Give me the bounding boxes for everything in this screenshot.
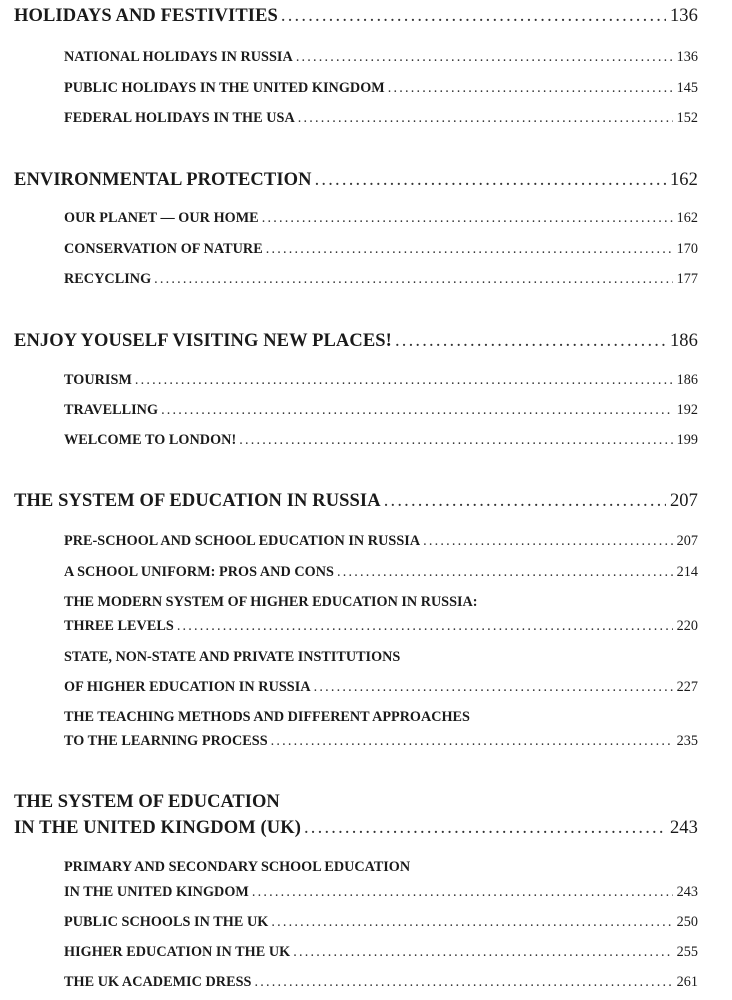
dot-leader bbox=[388, 80, 673, 97]
toc-section-entry[interactable] bbox=[14, 331, 698, 352]
toc-section-title: THE SYSTEM OF EDUCATION IN RUSSIA bbox=[14, 491, 381, 511]
toc-item-entry[interactable] bbox=[64, 432, 698, 449]
toc-item-entry[interactable] bbox=[64, 974, 698, 991]
dot-leader bbox=[384, 491, 666, 512]
toc-item-entry[interactable] bbox=[64, 618, 698, 635]
dot-leader bbox=[177, 618, 673, 635]
toc-page-number: 243 bbox=[669, 818, 698, 838]
toc-item-title: FEDERAL HOLIDAYS IN THE USA bbox=[64, 110, 295, 126]
toc-page-number: 243 bbox=[676, 884, 698, 900]
toc-item-title: IN THE UNITED KINGDOM bbox=[64, 884, 249, 900]
dot-leader bbox=[154, 271, 672, 288]
toc-section-title: ENVIRONMENTAL PROTECTION bbox=[14, 170, 312, 190]
toc-item-entry[interactable] bbox=[64, 402, 698, 419]
dot-leader bbox=[293, 944, 672, 961]
dot-leader bbox=[315, 170, 666, 191]
dot-leader bbox=[266, 241, 673, 258]
toc-item-title: OUR PLANET — OUR HOME bbox=[64, 210, 259, 226]
toc-item-entry[interactable] bbox=[64, 733, 698, 750]
toc-item-title: OF HIGHER EDUCATION IN RUSSIA bbox=[64, 679, 311, 695]
toc-item-title-line1: THE MODERN SYSTEM OF HIGHER EDUCATION IN RUSSIA: bbox=[64, 594, 478, 610]
toc-page-number: 207 bbox=[676, 533, 698, 549]
toc-page-number: 145 bbox=[676, 80, 698, 96]
toc-item-title: PRE-SCHOOL AND SCHOOL EDUCATION IN RUSSIA bbox=[64, 533, 421, 549]
toc-page-number: 152 bbox=[676, 110, 698, 126]
toc-page-number: 227 bbox=[676, 679, 698, 695]
dot-leader bbox=[161, 402, 673, 419]
toc-page-number: 186 bbox=[676, 372, 698, 388]
toc-section-entry[interactable] bbox=[14, 818, 698, 839]
toc-item-title-line1: PRIMARY AND SECONDARY SCHOOL EDUCATION bbox=[64, 859, 411, 875]
toc-item-entry[interactable] bbox=[64, 241, 698, 258]
toc-item-entry[interactable] bbox=[64, 49, 698, 66]
toc-item-entry[interactable] bbox=[64, 80, 698, 97]
toc-section-title: IN THE UNITED KINGDOM (UK) bbox=[14, 818, 301, 838]
toc-item-entry[interactable] bbox=[64, 271, 698, 288]
dot-leader bbox=[298, 110, 673, 127]
toc-item-entry[interactable] bbox=[64, 110, 698, 127]
toc-section-entry[interactable] bbox=[14, 170, 698, 191]
dot-leader bbox=[255, 974, 673, 991]
toc-page-number: 177 bbox=[676, 271, 698, 287]
dot-leader bbox=[314, 679, 673, 696]
toc-section-title: HOLIDAYS AND FESTIVITIES bbox=[14, 6, 278, 26]
dot-leader bbox=[135, 372, 673, 389]
dot-leader bbox=[262, 210, 673, 227]
toc-item-title-line1: THE TEACHING METHODS AND DIFFERENT APPROACHES bbox=[64, 709, 470, 725]
toc-page-number: 199 bbox=[676, 432, 698, 448]
toc-item-title: TOURISM bbox=[64, 372, 132, 388]
toc-page-number: 220 bbox=[676, 618, 698, 634]
toc-page-number: 207 bbox=[669, 491, 698, 511]
toc-item-entry[interactable] bbox=[64, 210, 698, 227]
dot-leader bbox=[423, 533, 672, 550]
toc-page-number: 250 bbox=[676, 914, 698, 930]
toc-item-entry[interactable] bbox=[64, 372, 698, 389]
toc-item-title: RECYCLING bbox=[64, 271, 152, 287]
toc-item-title: HIGHER EDUCATION IN THE UK bbox=[64, 944, 291, 960]
toc-item-title: PUBLIC HOLIDAYS IN THE UNITED KINGDOM bbox=[64, 80, 385, 96]
toc-page-number: 162 bbox=[676, 210, 698, 226]
toc-item-title: A SCHOOL UNIFORM: PROS AND CONS bbox=[64, 564, 334, 580]
toc-item-title: TRAVELLING bbox=[64, 402, 159, 418]
dot-leader bbox=[281, 6, 666, 27]
toc-page-number: 170 bbox=[676, 241, 698, 257]
toc-page-number: 255 bbox=[676, 944, 698, 960]
toc-section-title: ENJOY YOUSELF VISITING NEW PLACES! bbox=[14, 331, 392, 351]
toc-item-title: THREE LEVELS bbox=[64, 618, 174, 634]
toc-section-title-line1: THE SYSTEM OF EDUCATION bbox=[14, 792, 280, 812]
toc-page-number: 214 bbox=[676, 564, 698, 580]
toc-item-entry[interactable] bbox=[64, 914, 698, 931]
dot-leader bbox=[395, 331, 666, 352]
toc-page-number: 192 bbox=[676, 402, 698, 418]
dot-leader bbox=[271, 733, 673, 750]
toc-page-number: 162 bbox=[669, 170, 698, 190]
toc-item-entry[interactable] bbox=[64, 679, 698, 696]
toc-page-number: 261 bbox=[676, 974, 698, 990]
dot-leader bbox=[252, 884, 673, 901]
toc-item-title-line1: STATE, NON-STATE AND PRIVATE INSTITUTIONS bbox=[64, 649, 401, 665]
toc-page-number: 136 bbox=[669, 6, 698, 26]
toc-page-number: 235 bbox=[676, 733, 698, 749]
toc-item-title: WELCOME TO LONDON! bbox=[64, 432, 237, 448]
dot-leader bbox=[337, 564, 673, 581]
toc-item-entry[interactable] bbox=[64, 884, 698, 901]
toc-section-entry[interactable] bbox=[14, 6, 698, 27]
toc-page-number: 186 bbox=[669, 331, 698, 351]
toc-item-title: THE UK ACADEMIC DRESS bbox=[64, 974, 252, 990]
toc-item-entry[interactable] bbox=[64, 564, 698, 581]
toc-item-title: TO THE LEARNING PROCESS bbox=[64, 733, 268, 749]
toc-page-number: 136 bbox=[676, 49, 698, 65]
toc-item-title: CONSERVATION OF NATURE bbox=[64, 241, 263, 257]
toc-item-entry[interactable] bbox=[64, 533, 698, 550]
dot-leader bbox=[271, 914, 672, 931]
dot-leader bbox=[239, 432, 672, 449]
toc-item-entry[interactable] bbox=[64, 944, 698, 961]
dot-leader bbox=[296, 49, 673, 66]
dot-leader bbox=[304, 818, 666, 839]
toc-section-entry[interactable] bbox=[14, 491, 698, 512]
toc-item-title: PUBLIC SCHOOLS IN THE UK bbox=[64, 914, 269, 930]
toc-item-title: NATIONAL HOLIDAYS IN RUSSIA bbox=[64, 49, 293, 65]
